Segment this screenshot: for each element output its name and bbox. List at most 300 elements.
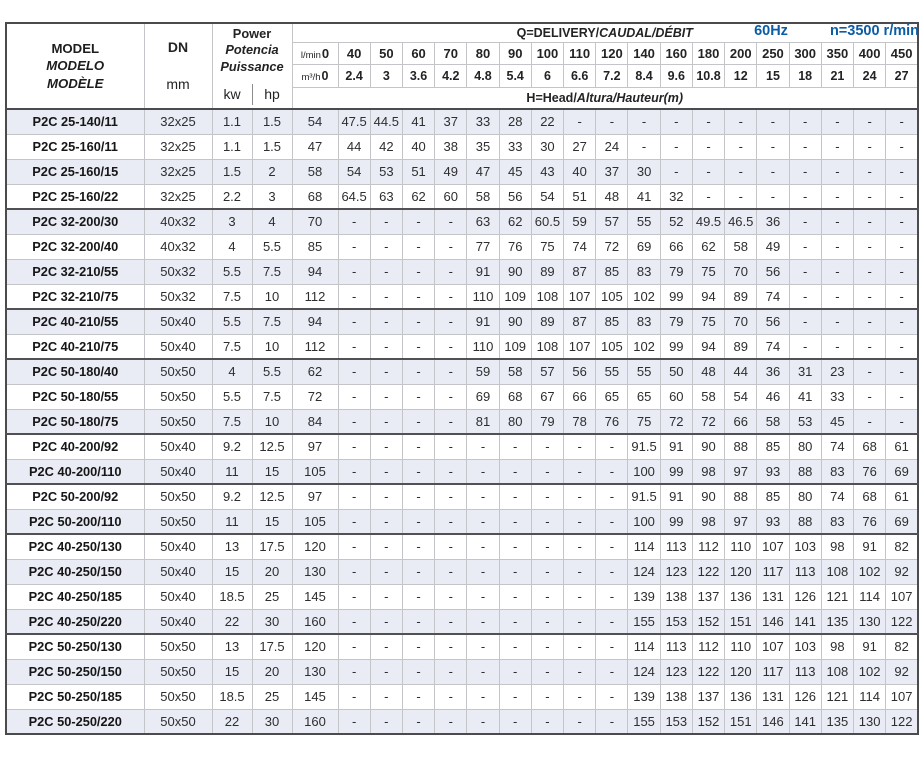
model-cell: P2C 50-250/130: [6, 634, 144, 659]
head-value-cell: 87: [564, 309, 596, 334]
head-value-cell: 24: [596, 134, 628, 159]
head-value-cell: -: [596, 109, 628, 134]
model-cell: P2C 25-160/15: [6, 159, 144, 184]
lmin-value: 160: [660, 43, 692, 65]
head-value-cell: 105: [292, 509, 338, 534]
kw-cell: 1.1: [212, 109, 252, 134]
head-value-cell: 55: [596, 359, 628, 384]
head-value-cell: -: [402, 709, 434, 734]
head-value-cell: 126: [789, 584, 821, 609]
head-value-cell: -: [531, 534, 563, 559]
head-value-cell: 62: [692, 234, 724, 259]
head-value-cell: -: [692, 109, 724, 134]
head-value-cell: 58: [499, 359, 531, 384]
head-value-cell: -: [370, 259, 402, 284]
head-value-cell: 112: [292, 284, 338, 309]
head-value-cell: -: [499, 709, 531, 734]
head-value-cell: 69: [886, 459, 918, 484]
head-value-cell: -: [402, 684, 434, 709]
dn-cell: 32x25: [144, 134, 212, 159]
head-value-cell: -: [402, 559, 434, 584]
hp-cell: 3: [252, 184, 292, 209]
head-value-cell: 113: [789, 559, 821, 584]
table-row: [6, 584, 918, 609]
dn-cell: 32x25: [144, 159, 212, 184]
head-value-cell: 113: [789, 659, 821, 684]
hp-cell: 15: [252, 509, 292, 534]
head-value-cell: 108: [821, 659, 853, 684]
head-value-cell: -: [789, 334, 821, 359]
table-row: [6, 559, 918, 584]
head-value-cell: -: [854, 184, 886, 209]
head-value-cell: -: [467, 509, 499, 534]
head-value-cell: 58: [292, 159, 338, 184]
head-value-cell: 45: [499, 159, 531, 184]
head-value-cell: -: [886, 234, 918, 259]
head-value-cell: 107: [564, 284, 596, 309]
head-value-cell: -: [564, 434, 596, 459]
head-value-cell: -: [370, 609, 402, 634]
m3h-value: 10.8: [692, 65, 724, 88]
head-value-cell: 100: [628, 509, 660, 534]
head-value-cell: 56: [757, 259, 789, 284]
model-cell: P2C 50-200/92: [6, 484, 144, 509]
hp-cell: 15: [252, 459, 292, 484]
head-value-cell: -: [435, 484, 467, 509]
model-label-es: MODELO: [46, 58, 105, 74]
head-value-cell: 69: [628, 234, 660, 259]
head-value-cell: 108: [531, 284, 563, 309]
head-value-cell: 77: [467, 234, 499, 259]
kw-cell: 22: [212, 709, 252, 734]
lmin-value: 180: [692, 43, 724, 65]
dn-cell: 50x40: [144, 334, 212, 359]
head-value-cell: 99: [660, 334, 692, 359]
head-value-cell: -: [854, 284, 886, 309]
head-value-cell: -: [886, 134, 918, 159]
head-value-cell: -: [854, 259, 886, 284]
head-value-cell: 75: [692, 259, 724, 284]
head-value-cell: 79: [660, 309, 692, 334]
head-value-cell: -: [370, 659, 402, 684]
dn-cell: 50x50: [144, 484, 212, 509]
m3h-value: 24: [854, 65, 886, 88]
head-value-cell: 51: [402, 159, 434, 184]
head-value-cell: 83: [821, 459, 853, 484]
head-value-cell: 91: [660, 484, 692, 509]
head-value-cell: -: [402, 584, 434, 609]
m3h-value: 6.6: [564, 65, 596, 88]
head-value-cell: 76: [854, 509, 886, 534]
head-value-cell: -: [338, 459, 370, 484]
head-value-cell: -: [596, 684, 628, 709]
head-value-cell: 44.5: [370, 109, 402, 134]
head-value-cell: -: [435, 609, 467, 634]
head-value-cell: 56: [564, 359, 596, 384]
head-value-cell: -: [435, 309, 467, 334]
head-value-cell: -: [370, 534, 402, 559]
head-value-cell: -: [338, 534, 370, 559]
head-value-cell: -: [435, 634, 467, 659]
head-value-cell: 36: [757, 209, 789, 234]
head-value-cell: 27: [564, 134, 596, 159]
hp-cell: 10: [252, 334, 292, 359]
head-value-cell: 58: [725, 234, 757, 259]
head-value-cell: 94: [692, 334, 724, 359]
lmin-zero-cell: [292, 43, 338, 65]
head-value-cell: -: [757, 134, 789, 159]
head-value-cell: -: [564, 109, 596, 134]
head-value-cell: -: [821, 209, 853, 234]
head-value-cell: -: [596, 584, 628, 609]
head-value-cell: 85: [596, 309, 628, 334]
head-value-cell: 85: [757, 434, 789, 459]
head-value-cell: -: [854, 109, 886, 134]
head-value-cell: -: [435, 534, 467, 559]
head-value-cell: 99: [660, 509, 692, 534]
head-value-cell: -: [725, 109, 757, 134]
model-cell: P2C 40-210/75: [6, 334, 144, 359]
m3h-value: 8.4: [628, 65, 660, 88]
head-value-cell: 90: [692, 434, 724, 459]
head-value-cell: 117: [757, 559, 789, 584]
head-value-cell: 98: [692, 459, 724, 484]
head-value-cell: -: [854, 209, 886, 234]
head-value-cell: -: [789, 259, 821, 284]
head-value-cell: 68: [854, 484, 886, 509]
head-value-cell: 98: [821, 534, 853, 559]
m3h-value: 7.2: [596, 65, 628, 88]
head-value-cell: 146: [757, 709, 789, 734]
head-value-cell: 130: [292, 659, 338, 684]
model-cell: P2C 50-180/40: [6, 359, 144, 384]
head-value-cell: 160: [292, 709, 338, 734]
m3h-value: 3: [370, 65, 402, 88]
head-value-cell: 114: [628, 534, 660, 559]
head-value-cell: 121: [821, 684, 853, 709]
head-value-cell: -: [886, 284, 918, 309]
model-cell: P2C 25-140/11: [6, 109, 144, 134]
head-value-cell: 122: [886, 609, 918, 634]
head-value-cell: 109: [499, 334, 531, 359]
head-value-cell: 32: [660, 184, 692, 209]
head-value-cell: -: [435, 584, 467, 609]
head-value-cell: 64.5: [338, 184, 370, 209]
head-value-cell: -: [531, 509, 563, 534]
head-value-cell: 66: [725, 409, 757, 434]
head-value-cell: -: [467, 534, 499, 559]
head-value-cell: 65: [628, 384, 660, 409]
head-value-cell: 138: [660, 684, 692, 709]
head-value-cell: -: [725, 184, 757, 209]
lmin-value: 90: [499, 43, 531, 65]
head-value-cell: 83: [821, 509, 853, 534]
head-value-cell: 72: [692, 409, 724, 434]
head-value-cell: -: [338, 634, 370, 659]
head-value-cell: 66: [564, 384, 596, 409]
head-value-cell: 35: [467, 134, 499, 159]
dn-cell: 40x32: [144, 209, 212, 234]
head-value-cell: 88: [789, 509, 821, 534]
head-value-cell: 55: [628, 359, 660, 384]
head-value-cell: 117: [757, 659, 789, 684]
head-value-cell: 79: [660, 259, 692, 284]
head-value-cell: -: [821, 309, 853, 334]
head-value-cell: -: [886, 259, 918, 284]
head-value-cell: 123: [660, 559, 692, 584]
head-value-cell: 108: [821, 559, 853, 584]
head-value-cell: -: [564, 709, 596, 734]
head-value-cell: 61: [886, 434, 918, 459]
head-value-cell: 89: [531, 259, 563, 284]
head-value-cell: -: [370, 359, 402, 384]
head-value-cell: -: [467, 484, 499, 509]
head-value-cell: -: [370, 384, 402, 409]
head-value-cell: 91: [854, 634, 886, 659]
head-value-cell: -: [789, 134, 821, 159]
lmin-value: 450: [886, 43, 918, 65]
head-value-cell: 83: [628, 309, 660, 334]
head-value-cell: -: [854, 309, 886, 334]
kw-cell: 9.2: [212, 484, 252, 509]
head-value-cell: 83: [628, 259, 660, 284]
head-value-cell: -: [596, 484, 628, 509]
head-value-cell: -: [886, 334, 918, 359]
table-row: [6, 434, 918, 459]
dn-cell: 50x50: [144, 634, 212, 659]
kw-cell: 5.5: [212, 384, 252, 409]
model-label-fr: MODÈLE: [47, 75, 104, 91]
head-value-cell: 139: [628, 684, 660, 709]
head-value-cell: -: [564, 584, 596, 609]
head-value-cell: -: [370, 334, 402, 359]
m3h-value: 18: [789, 65, 821, 88]
head-value-cell: -: [660, 109, 692, 134]
head-value-cell: 97: [725, 509, 757, 534]
head-value-cell: 89: [725, 284, 757, 309]
table-row: [6, 684, 918, 709]
head-value-cell: 91: [467, 259, 499, 284]
head-value-cell: -: [402, 359, 434, 384]
head-value-cell: -: [531, 609, 563, 634]
dn-cell: 50x40: [144, 584, 212, 609]
head-value-cell: 112: [692, 534, 724, 559]
head-value-cell: -: [596, 509, 628, 534]
head-value-cell: -: [499, 684, 531, 709]
hp-cell: 20: [252, 559, 292, 584]
head-value-cell: 72: [596, 234, 628, 259]
model-column-header: [6, 23, 144, 109]
head-value-cell: -: [435, 284, 467, 309]
head-value-cell: 79: [531, 409, 563, 434]
head-value-cell: 102: [854, 559, 886, 584]
m3h-value: 4.8: [467, 65, 499, 88]
head-value-cell: 141: [789, 709, 821, 734]
table-row: [6, 609, 918, 634]
head-value-cell: 130: [854, 609, 886, 634]
head-value-cell: -: [402, 259, 434, 284]
head-value-cell: 58: [757, 409, 789, 434]
head-value-cell: -: [467, 559, 499, 584]
hp-cell: 30: [252, 609, 292, 634]
head-value-cell: 90: [499, 309, 531, 334]
head-value-cell: 102: [628, 334, 660, 359]
head-value-cell: 122: [886, 709, 918, 734]
lmin-value: 120: [596, 43, 628, 65]
head-value-cell: 60: [660, 384, 692, 409]
model-cell: P2C 50-250/220: [6, 709, 144, 734]
head-value-cell: -: [499, 459, 531, 484]
operating-conditions: [754, 23, 919, 39]
head-value-cell: -: [402, 384, 434, 409]
head-value-cell: -: [596, 559, 628, 584]
lmin-value: 80: [467, 43, 499, 65]
kw-cell: 15: [212, 559, 252, 584]
head-value-cell: -: [338, 384, 370, 409]
head-value-cell: -: [596, 709, 628, 734]
head-value-cell: -: [564, 659, 596, 684]
head-value-cell: -: [370, 684, 402, 709]
head-value-cell: 102: [628, 284, 660, 309]
head-value-cell: -: [499, 659, 531, 684]
head-value-cell: -: [499, 484, 531, 509]
head-value-cell: -: [531, 684, 563, 709]
head-value-cell: 82: [886, 634, 918, 659]
head-value-cell: 74: [821, 434, 853, 459]
head-value-cell: 51: [564, 184, 596, 209]
head-value-cell: 80: [499, 409, 531, 434]
head-value-cell: -: [596, 609, 628, 634]
head-value-cell: 76: [854, 459, 886, 484]
head-value-cell: -: [628, 134, 660, 159]
lmin-value: 50: [370, 43, 402, 65]
head-value-cell: -: [757, 159, 789, 184]
model-cell: P2C 40-250/130: [6, 534, 144, 559]
model-cell: P2C 40-200/110: [6, 459, 144, 484]
lmin-zero-value: 0: [321, 46, 330, 61]
table-row: [6, 209, 918, 234]
table-row: [6, 409, 918, 434]
lmin-value: 250: [757, 43, 789, 65]
m3h-zero-value: 0: [321, 69, 329, 83]
head-value-cell: 139: [628, 584, 660, 609]
head-value-cell: 103: [789, 634, 821, 659]
table-row: [6, 534, 918, 559]
head-value-cell: -: [564, 534, 596, 559]
head-value-cell: 91: [660, 434, 692, 459]
lmin-value: 140: [628, 43, 660, 65]
head-value-cell: -: [564, 684, 596, 709]
head-value-cell: 107: [757, 534, 789, 559]
head-value-cell: -: [402, 409, 434, 434]
head-value-cell: 30: [628, 159, 660, 184]
model-cell: P2C 32-210/55: [6, 259, 144, 284]
kw-unit-label: kw: [213, 84, 253, 105]
head-value-cell: 151: [725, 709, 757, 734]
head-value-cell: -: [821, 109, 853, 134]
m3h-value: 2.4: [338, 65, 370, 88]
head-value-cell: -: [531, 484, 563, 509]
head-value-cell: 89: [531, 309, 563, 334]
head-value-cell: 43: [531, 159, 563, 184]
head-value-cell: 66: [660, 234, 692, 259]
kw-cell: 18.5: [212, 584, 252, 609]
head-value-cell: 126: [789, 684, 821, 709]
delivery-title: Q=DELIVERY/CAUDAL/DÉBIT: [292, 23, 918, 43]
dn-column-header: [144, 23, 212, 109]
head-value-cell: -: [467, 609, 499, 634]
head-value-cell: -: [435, 334, 467, 359]
head-value-cell: -: [725, 134, 757, 159]
kw-cell: 2.2: [212, 184, 252, 209]
head-value-cell: 136: [725, 684, 757, 709]
head-value-cell: 54: [338, 159, 370, 184]
speed-label: n=3500 r/min: [829, 23, 919, 39]
head-value-cell: 52: [660, 209, 692, 234]
head-value-cell: 141: [789, 609, 821, 634]
m3h-value: 5.4: [499, 65, 531, 88]
head-value-cell: 69: [886, 509, 918, 534]
head-value-cell: -: [338, 559, 370, 584]
head-value-cell: -: [531, 709, 563, 734]
head-value-cell: 44: [725, 359, 757, 384]
head-value-cell: 97: [292, 434, 338, 459]
kw-cell: 7.5: [212, 334, 252, 359]
head-value-cell: 47: [292, 134, 338, 159]
head-value-cell: -: [564, 509, 596, 534]
head-value-cell: -: [370, 409, 402, 434]
head-value-cell: 62: [402, 184, 434, 209]
hp-cell: 17.5: [252, 634, 292, 659]
m3h-value: 3.6: [402, 65, 434, 88]
head-value-cell: 22: [531, 109, 563, 134]
head-value-cell: -: [886, 209, 918, 234]
model-cell: P2C 50-250/185: [6, 684, 144, 709]
dn-cell: 50x40: [144, 609, 212, 634]
m3h-value: 12: [725, 65, 757, 88]
head-value-cell: 92: [886, 559, 918, 584]
power-label-fr: Puissance: [220, 58, 284, 74]
hp-cell: 5.5: [252, 234, 292, 259]
kw-cell: 1.1: [212, 134, 252, 159]
head-value-cell: -: [338, 659, 370, 684]
head-value-cell: -: [338, 359, 370, 384]
head-value-cell: -: [499, 434, 531, 459]
head-value-cell: 41: [628, 184, 660, 209]
head-value-cell: 54: [292, 109, 338, 134]
dn-unit-label: mm: [166, 76, 190, 92]
head-value-cell: 97: [725, 459, 757, 484]
head-value-cell: -: [370, 509, 402, 534]
head-value-cell: 82: [886, 534, 918, 559]
m3h-value: 15: [757, 65, 789, 88]
lmin-unit-label: l/min: [300, 50, 321, 61]
head-value-cell: 72: [660, 409, 692, 434]
head-value-cell: -: [370, 484, 402, 509]
head-value-cell: 33: [467, 109, 499, 134]
head-value-cell: 89: [725, 334, 757, 359]
head-value-cell: 114: [854, 684, 886, 709]
head-value-cell: -: [435, 234, 467, 259]
hp-cell: 7.5: [252, 309, 292, 334]
head-value-cell: -: [499, 559, 531, 584]
lmin-value: 200: [725, 43, 757, 65]
head-value-cell: 47: [467, 159, 499, 184]
head-value-cell: -: [854, 359, 886, 384]
head-value-cell: 46: [757, 384, 789, 409]
head-value-cell: 114: [854, 584, 886, 609]
head-value-cell: -: [467, 434, 499, 459]
